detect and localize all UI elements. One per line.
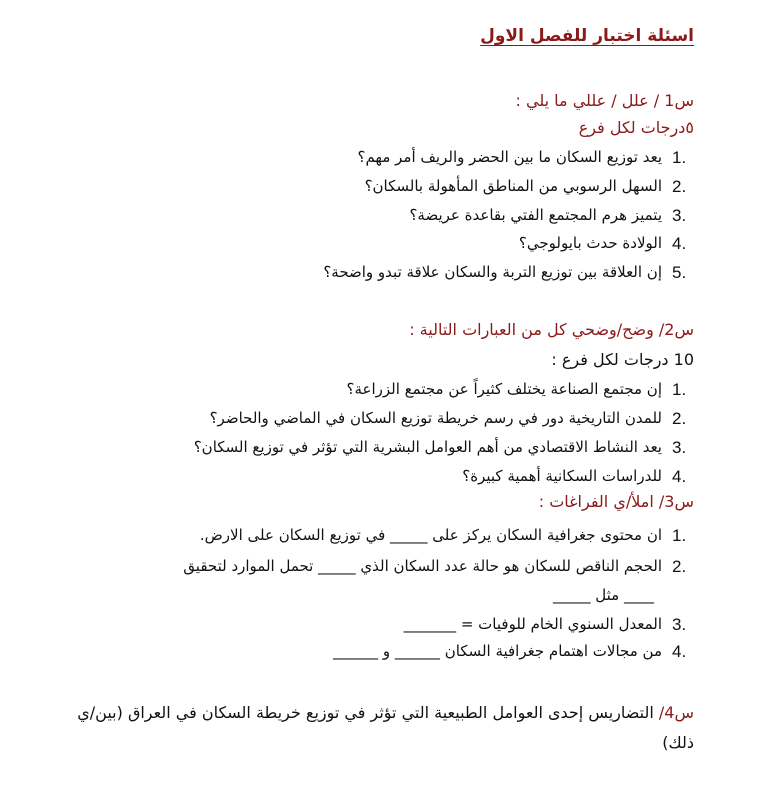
q1-item: [409, 206, 687, 225]
q1-item: [518, 234, 687, 253]
q3-item: [403, 615, 687, 634]
q4-paragraph: [54, 698, 694, 758]
q1-heading: س1 / علل / عللي ما يلي :: [515, 91, 694, 110]
q1-item-number: 5.: [672, 263, 687, 282]
q2-item-number: 3.: [672, 438, 687, 457]
q3-heading: س3/ املأ/ي الفراغات :: [538, 492, 694, 511]
q3-item-number: 4.: [672, 642, 687, 661]
q2-item-number: 2.: [672, 409, 687, 428]
q2-item-text: للمدن التاريخية دور في رسم خريطة توزيع السكان في الماضي والحاضر؟: [209, 409, 662, 427]
q1-item-text: الولادة حدث بايولوجي؟: [518, 234, 662, 252]
q3-item: [199, 526, 687, 545]
q4-text: التضاريس إحدى العوامل الطبيعية التي تؤثر في توزيع خريطة السكان في العراق (بين/ي ذلك): [77, 703, 694, 752]
q1-item-number: 1.: [672, 148, 687, 167]
q2-item: [346, 380, 687, 399]
q2-item: [209, 409, 687, 428]
q3-item-number: 1.: [672, 526, 687, 545]
q1-item-text: إن العلاقة بين توزيع التربة والسكان علاقة تبدو واضحة؟: [323, 263, 662, 281]
q3-item-text: ان محتوى جغرافية السكان يركز على _____ في توزيع السكان على الارض.: [199, 526, 662, 544]
q3-item2-continuation: ____ مثل _____: [553, 586, 654, 604]
q1-item: [357, 148, 687, 167]
q1-item: [364, 177, 687, 196]
q3-item-text: المعدل السنوي الخام للوفيات = _______: [403, 615, 662, 633]
q3-item-text: الحجم الناقص للسكان هو حالة عدد السكان الذي _____ تحمل الموارد لتحقيق: [183, 557, 662, 575]
q2-item-text: للدراسات السكانية أهمية كبيرة؟: [462, 467, 662, 485]
q3-item-number: 3.: [672, 615, 687, 634]
q3-item: [333, 642, 687, 661]
q2-item: [462, 467, 687, 486]
q2-marks: 10 درجات لكل فرع :: [551, 350, 694, 369]
q1-marks: ٥درجات لكل فرع: [578, 118, 694, 137]
q1-item-number: 2.: [672, 177, 687, 196]
q1-item-number: 3.: [672, 206, 687, 225]
q1-item-text: السهل الرسوبي من المناطق المأهولة بالسكان؟: [364, 177, 662, 195]
q2-heading: س2/ وضح/وضحي كل من العبارات التالية :: [409, 320, 694, 339]
q2-item-number: 4.: [672, 467, 687, 486]
q3-item-number: 2.: [672, 557, 687, 576]
q1-item-text: يعد توزيع السكان ما بين الحضر والريف أمر مهم؟: [357, 148, 662, 166]
q2-item-text: يعد النشاط الاقتصادي من أهم العوامل البشرية التي تؤثر في توزيع السكان؟: [193, 438, 662, 456]
q1-item-text: يتميز هرم المجتمع الفتي بقاعدة عريضة؟: [409, 206, 662, 224]
q2-item-text: إن مجتمع الصناعة يختلف كثيراً عن مجتمع الزراعة؟: [346, 380, 662, 398]
q3-item: [183, 557, 687, 576]
q1-item-number: 4.: [672, 234, 687, 253]
page-title: اسئلة اختبار للفصل الاول: [480, 26, 694, 46]
q2-item: [193, 438, 687, 457]
q3-item-text: من مجالات اهتمام جغرافية السكان ______ و ______: [333, 642, 662, 660]
q4-label: س4/: [658, 703, 694, 722]
q1-item: [323, 263, 687, 282]
q2-item-number: 1.: [672, 380, 687, 399]
